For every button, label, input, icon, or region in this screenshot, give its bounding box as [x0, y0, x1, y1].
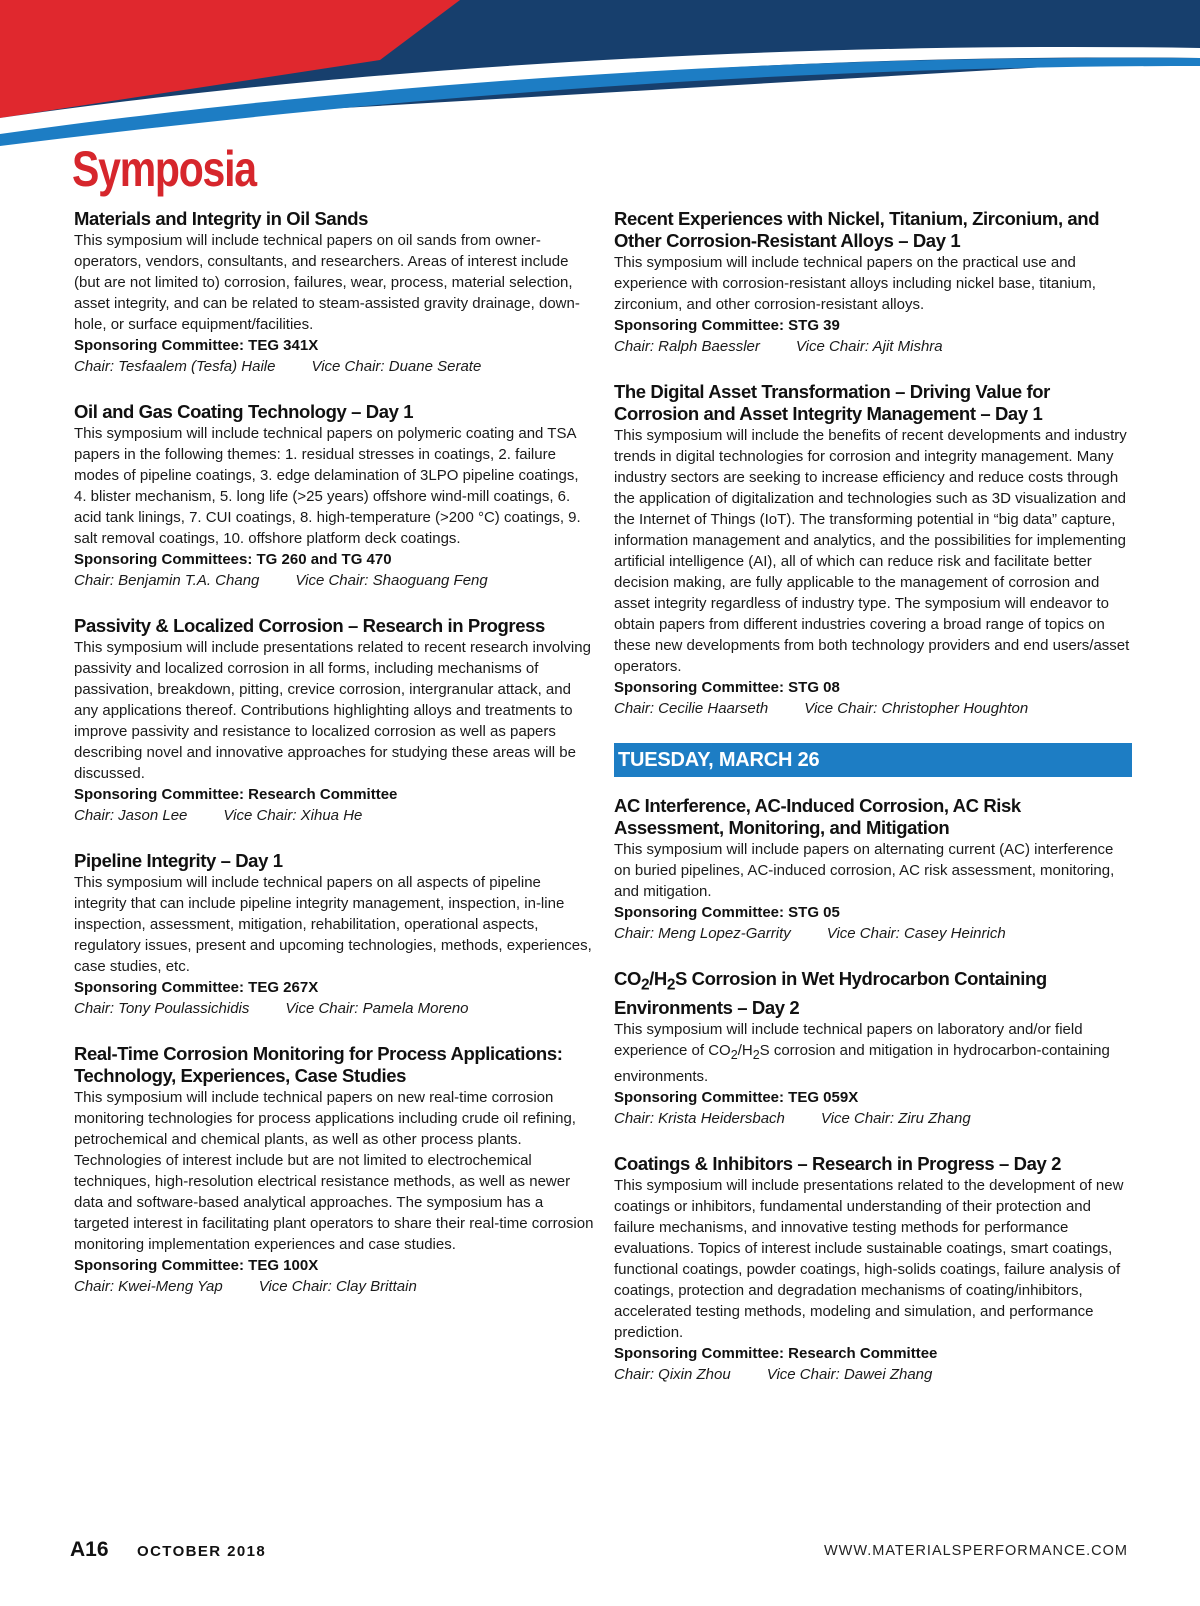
symposium-title: The Digital Asset Transformation – Driving Value for Corrosion and Asset Integrity Management – Day 1: [614, 381, 1050, 424]
page-number: A16: [70, 1538, 109, 1561]
chairs-line: [74, 1276, 594, 1297]
left-column: [74, 208, 594, 1321]
issue-date: OCTOBER 2018: [137, 1543, 267, 1560]
symposium-entry: [614, 381, 1132, 719]
chair-name: Chair: Krista Heidersbach: [614, 1109, 785, 1127]
chair-name: Chair: Tony Poulassichidis: [74, 1000, 250, 1017]
symposium-entry: [614, 795, 1132, 944]
symposium-entry: [614, 968, 1132, 1129]
symposium-entry: [74, 208, 594, 377]
sponsoring-committee: Sponsoring Committee: STG 39: [614, 317, 840, 334]
chairs-line: [614, 1364, 1132, 1385]
symposium-description: This symposium will include technical papers on oil sands from owner-operators, vendors, consultants, and researchers. Areas of interest include (but are not limited to) corrosion, failures, wear, process, material selection, asset integrity, and can be related to steam-assisted gravity drainage, down-hole, or surface equipment/facilities.: [74, 232, 580, 333]
symposium-title: AC Interference, AC-Induced Corrosion, AC Risk Assessment, Monitoring, and Mitigation: [614, 795, 1021, 838]
symposium-description: This symposium will include papers on alternating current (AC) interference on buried pipelines, AC-induced corrosion, AC risk assessment, monitoring, and mitigation.: [614, 841, 1115, 900]
chair-name: Chair: Cecilie Haarseth: [614, 700, 769, 717]
sponsoring-committee: Sponsoring Committee: Research Committee: [614, 1344, 938, 1362]
symposium-title: Real-Time Corrosion Monitoring for Process Applications: Technology, Experiences, Case Studies: [74, 1043, 563, 1086]
vice-chair-name: Vice Chair: Xihua He: [223, 807, 363, 824]
chair-name: Chair: Ralph Baessler: [614, 338, 760, 355]
sponsoring-committee: Sponsoring Committee: STG 08: [614, 679, 840, 696]
symposium-entry: [74, 401, 594, 591]
vice-chair-name: Vice Chair: Pamela Moreno: [285, 1000, 469, 1017]
symposium-title: Oil and Gas Coating Technology – Day 1: [74, 401, 414, 422]
right-column: [614, 208, 1132, 1409]
chair-name: Chair: Qixin Zhou: [614, 1365, 731, 1383]
website-url: WWW.MATERIALSPERFORMANCE.COM: [823, 1543, 1128, 1559]
chairs-line: [614, 336, 1132, 357]
symposium-title: Passivity & Localized Corrosion – Research in Progress: [74, 615, 545, 636]
chair-name: Chair: Tesfaalem (Tesfa) Haile: [74, 358, 276, 375]
chairs-line: [74, 998, 594, 1019]
chairs-line: [614, 923, 1132, 944]
chair-name: Chair: Benjamin T.A. Chang: [74, 572, 260, 589]
symposium-entry: [614, 208, 1132, 357]
symposium-description: This symposium will include technical papers on the practical use and experience with corrosion-resistant alloys including nickel base, titanium, zirconium, and other corrosion-resistant alloys.: [614, 254, 1096, 313]
symposium-description: This symposium will include presentations related to the development of new coatings or inhibitors, fundamental understanding of their protection and failure mechanisms, and innovative testing methods for performance evaluations. Topics of interest include sustainable coatings, smart coatings, functional coatings, powder coatings, high-solids coatings, failure analysis of coatings, protection and degradation mechanisms of coating/inhibitors, accelerated testing methods, modeling and simulation, and performance prediction.: [614, 1176, 1124, 1341]
sponsoring-committee: Sponsoring Committee: TEG 100X: [74, 1257, 319, 1274]
chair-name: Chair: Kwei-Meng Yap: [74, 1278, 223, 1295]
symposium-title: $CO_2/H_2S$ Corrosion in Wet Hydrocarbon Containing Environments – Day 2: [614, 968, 1047, 1018]
symposium-description: This symposium will include presentations related to recent research involving passivity and localized corrosion in all forms, including mechanisms of passivation, breakdown, pitting, crevice corrosion, intergranular attack, and any applications thereof. Contributions highlighting alloys and treatments to improve passivity and resistance to localized corrosion as well as papers describing novel and innovative approaches for studying these areas will be discussed.: [74, 639, 591, 782]
chair-name: Chair: Jason Lee: [74, 807, 188, 824]
chair-name: Chair: Meng Lopez-Garrity: [614, 925, 791, 942]
symposium-entry: [74, 850, 594, 1019]
symposium-entry: [74, 615, 594, 826]
symposium-title: Materials and Integrity in Oil Sands: [74, 208, 369, 229]
day-heading: TUESDAY, MARCH 26: [614, 743, 1132, 777]
vice-chair-name: Vice Chair: Clay Brittain: [258, 1278, 417, 1295]
header-banner: [0, 0, 1200, 160]
chairs-line: [74, 356, 594, 377]
chairs-line: [614, 1108, 1132, 1129]
chairs-line: [74, 570, 594, 591]
vice-chair-name: Vice Chair: Christopher Houghton: [804, 700, 1029, 717]
sponsoring-committee: Sponsoring Committee: TEG 341X: [74, 337, 319, 354]
symposium-description: This symposium will include technical papers on polymeric coating and TSA papers in the following themes: 1. residual stresses in coatings, 2. failure modes of pipeline coatings, 3. edge delamination of 3LPO pipeline coatings, 4. blister mechanism, 5. long life (>25 years) offshore wind-mill coatings, 6. acid tank linings, 7. CUI coatings, 8. high-temperature (>200 °C) coatings, 9. salt removal coatings, 10. offshore platform deck coatings.: [74, 425, 581, 547]
vice-chair-name: Vice Chair: Casey Heinrich: [826, 925, 1006, 942]
symposium-description: This symposium will include technical papers on laboratory and/or field experience of $CO_2/H_2S$ corrosion and mitigation in hydrocarbon-containing environments.: [614, 1020, 1110, 1085]
vice-chair-name: Vice Chair: Ziru Zhang: [820, 1109, 971, 1127]
symposium-title: Recent Experiences with Nickel, Titanium, Zirconium, and Other Corrosion-Resistant Alloys – Day 1: [614, 208, 1100, 251]
vice-chair-name: Vice Chair: Ajit Mishra: [795, 338, 943, 355]
sponsoring-committee: Sponsoring Committee: STG 05: [614, 904, 840, 921]
symposium-entry: [614, 1153, 1132, 1385]
symposium-entry: [74, 1043, 594, 1297]
vice-chair-name: Vice Chair: Shaoguang Feng: [295, 572, 488, 589]
symposium-description: This symposium will include technical papers on new real-time corrosion monitoring technologies for process applications including crude oil refining, petrochemical and chemical plants, as well as other process plants. Technologies of interest include but are not limited to electrochemical techniques, high-resolution electrical resistance methods, as well as newer data and software-based analytical approaches. The symposium has a targeted interest in facilitating plant operators to share their real-time corrosion monitoring implementation experiences and case studies.: [74, 1089, 594, 1253]
symposium-title: Coatings & Inhibitors – Research in Progress – Day 2: [614, 1152, 1061, 1174]
symposium-title: Pipeline Integrity – Day 1: [74, 850, 283, 871]
symposium-description: This symposium will include the benefits of recent developments and industry trends in digital technologies for corrosion and integrity management. Many industry sectors are seeking to increase efficiency and reduce costs through the application of digitalization and technologies such as 3D visualization and the Internet of Things (IoT). The transforming potential in “big data” capture, information management and analytics, and the possibilities for implementing artificial intelligence (AI), all of which can reduce risk and facilitate better decision making, are fully applicable to the management of corrosion and asset integrity regardless of industry type. The symposium will endeavor to obtain papers from different industries covering a broad range of topics on these new developments from both technology providers and end users/asset operators.: [614, 427, 1130, 675]
chairs-line: [614, 698, 1132, 719]
vice-chair-name: Vice Chair: Duane Serate: [311, 358, 482, 375]
sponsoring-committee: Sponsoring Committees: TG 260 and TG 470: [74, 551, 392, 568]
sponsoring-committee: Sponsoring Committee: TEG 267X: [74, 979, 319, 996]
sponsoring-committee: Sponsoring Committee: Research Committee: [74, 786, 398, 803]
chairs-line: [74, 805, 594, 826]
page-title: Symposia: [72, 141, 256, 197]
vice-chair-name: Vice Chair: Dawei Zhang: [766, 1365, 933, 1383]
sponsoring-committee: Sponsoring Committee: TEG 059X: [614, 1088, 859, 1106]
symposium-description: This symposium will include technical papers on all aspects of pipeline integrity that can include pipeline integrity management, inspection, in-line inspection, assessment, mitigation, rehabilitation, operational aspects, regulatory issues, present and upcoming technologies, methods, experiences, case studies, etc.: [74, 874, 592, 975]
